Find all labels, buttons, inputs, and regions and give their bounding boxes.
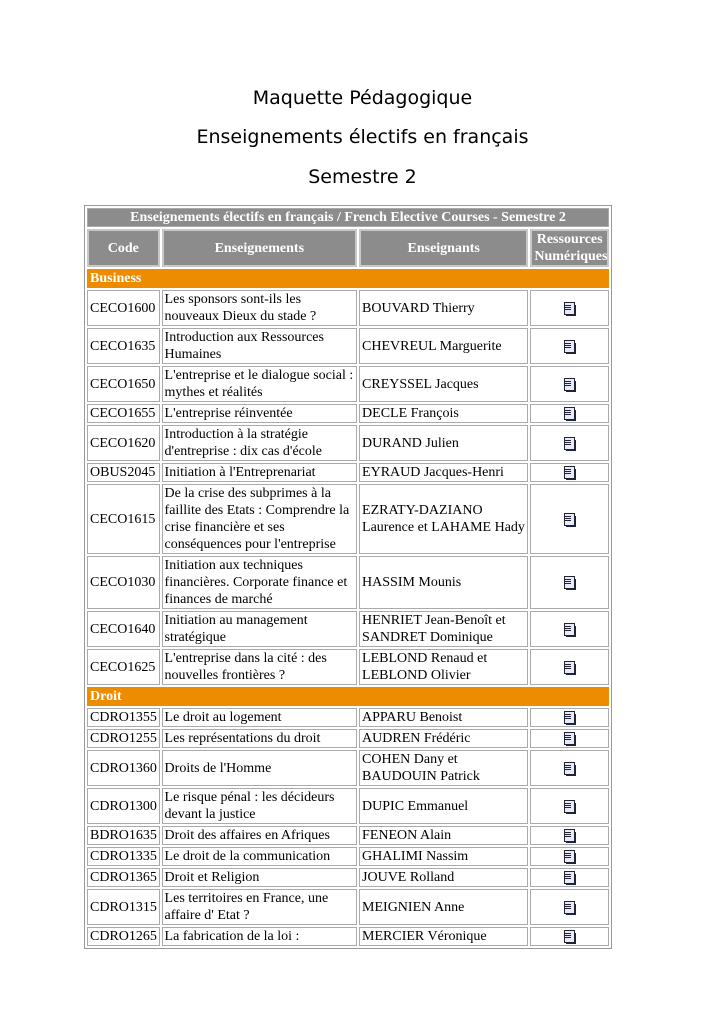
course-code: CECO1640 (87, 611, 160, 647)
table-row (87, 889, 609, 925)
table-row (87, 788, 609, 824)
table-row (87, 328, 609, 364)
table-row (87, 425, 609, 461)
course-title: Initiation à l'Entreprenariat (162, 463, 357, 482)
document-icon[interactable] (562, 799, 577, 814)
table-row (87, 484, 609, 554)
resource-cell (530, 328, 609, 364)
course-title: Le risque pénal : les décideurs devant la justice (162, 788, 357, 824)
document-icon[interactable] (562, 339, 577, 354)
document-icon[interactable] (562, 849, 577, 864)
document-icon[interactable] (562, 761, 577, 776)
course-teacher: EYRAUD Jacques-Henri (359, 463, 528, 482)
table-row (87, 750, 609, 786)
document-icon[interactable] (562, 465, 577, 480)
resource-cell (530, 927, 609, 946)
title-enseignements: Enseignements électifs en français (196, 126, 529, 148)
document-icon[interactable] (562, 660, 577, 675)
course-title: La fabrication de la loi : (162, 927, 357, 946)
course-teacher: CREYSSEL Jacques (359, 366, 528, 402)
resource-cell (530, 290, 609, 326)
resource-cell (530, 366, 609, 402)
resource-cell (530, 463, 609, 482)
course-code: CDRO1255 (87, 729, 160, 748)
document-icon[interactable] (562, 900, 577, 915)
resource-cell (530, 708, 609, 727)
resource-cell (530, 729, 609, 748)
table-header-row (87, 229, 609, 267)
course-code: CECO1625 (87, 649, 160, 685)
document-icon[interactable] (562, 575, 577, 590)
course-code: BDRO1635 (87, 826, 160, 845)
document-icon[interactable] (562, 710, 577, 725)
course-title: Droit et Religion (162, 868, 357, 887)
table-row (87, 366, 609, 402)
course-teacher: MEIGNIEN Anne (359, 889, 528, 925)
resource-cell (530, 556, 609, 609)
table-row (87, 847, 609, 866)
table-row (87, 927, 609, 946)
course-code: CDRO1335 (87, 847, 160, 866)
course-teacher: CHEVREUL Marguerite (359, 328, 528, 364)
course-title: Les territoires en France, une affaire d' Etat ? (162, 889, 357, 925)
resource-cell (530, 847, 609, 866)
course-teacher: HENRIET Jean-Benoît et SANDRET Dominique (359, 611, 528, 647)
section-label: Business (87, 269, 609, 288)
course-teacher: DURAND Julien (359, 425, 528, 461)
header-code: Code (87, 229, 160, 267)
header-ressources: Ressources Numériques (530, 229, 609, 267)
course-title: L'entreprise dans la cité : des nouvelles frontières ? (162, 649, 357, 685)
course-title: Les sponsors sont-ils les nouveaux Dieux du stade ? (162, 290, 357, 326)
document-icon[interactable] (562, 828, 577, 843)
resource-cell (530, 826, 609, 845)
document-icon[interactable] (562, 929, 577, 944)
section-label: Droit (87, 687, 609, 706)
course-teacher: FENEON Alain (359, 826, 528, 845)
table-row (87, 708, 609, 727)
course-teacher: DECLE François (359, 404, 528, 423)
course-teacher: EZRATY-DAZIANO Laurence et LAHAME Hady (359, 484, 528, 554)
document-icon[interactable] (562, 622, 577, 637)
resource-cell (530, 788, 609, 824)
resource-cell (530, 750, 609, 786)
course-title: Les représentations du droit (162, 729, 357, 748)
course-teacher: DUPIC Emmanuel (359, 788, 528, 824)
course-teacher: COHEN Dany et BAUDOUIN Patrick (359, 750, 528, 786)
document-icon[interactable] (562, 512, 577, 527)
course-code: CECO1655 (87, 404, 160, 423)
course-code: CECO1620 (87, 425, 160, 461)
table-caption: Enseignements électifs en français / French Elective Courses - Semestre 2 (87, 208, 609, 227)
table-row (87, 649, 609, 685)
document-icon[interactable] (562, 870, 577, 885)
title-maquette: Maquette Pédagogique (252, 87, 473, 109)
table-row (87, 463, 609, 482)
course-code: CECO1030 (87, 556, 160, 609)
resource-cell (530, 868, 609, 887)
course-title: Initiation aux techniques financières. Corporate finance et finances de marché (162, 556, 357, 609)
course-title: Droit des affaires en Afriques (162, 826, 357, 845)
course-code: OBUS2045 (87, 463, 160, 482)
course-code: CECO1635 (87, 328, 160, 364)
course-code: CDRO1360 (87, 750, 160, 786)
resource-cell (530, 484, 609, 554)
document-icon[interactable] (562, 406, 577, 421)
resource-cell (530, 889, 609, 925)
table-row (87, 404, 609, 423)
course-title: L'entreprise et le dialogue social : mythes et réalités (162, 366, 357, 402)
header-enseignements: Enseignements (162, 229, 357, 267)
course-code: CECO1600 (87, 290, 160, 326)
document-icon[interactable] (562, 436, 577, 451)
section-header-droit (87, 687, 609, 706)
table-row (87, 556, 609, 609)
course-teacher: BOUVARD Thierry (359, 290, 528, 326)
course-teacher: MERCIER Véronique (359, 927, 528, 946)
resource-cell (530, 611, 609, 647)
title-semestre: Semestre 2 (308, 166, 417, 188)
document-icon[interactable] (562, 377, 577, 392)
courses-table (84, 205, 612, 949)
course-title: Introduction aux Ressources Humaines (162, 328, 357, 364)
course-code: CDRO1265 (87, 927, 160, 946)
course-title: Droits de l'Homme (162, 750, 357, 786)
course-title: L'entreprise réinventée (162, 404, 357, 423)
course-title: Initiation au management stratégique (162, 611, 357, 647)
table-row (87, 868, 609, 887)
course-teacher: APPARU Benoist (359, 708, 528, 727)
course-title: Introduction à la stratégie d'entreprise : dix cas d'école (162, 425, 357, 461)
table-row (87, 826, 609, 845)
document-icon[interactable] (562, 731, 577, 746)
resource-cell (530, 404, 609, 423)
course-code: CECO1650 (87, 366, 160, 402)
course-teacher: GHALIMI Nassim (359, 847, 528, 866)
resource-cell (530, 649, 609, 685)
section-header-business (87, 269, 609, 288)
header-enseignants: Enseignants (359, 229, 528, 267)
course-code: CDRO1300 (87, 788, 160, 824)
course-teacher: AUDREN Frédéric (359, 729, 528, 748)
course-code: CDRO1365 (87, 868, 160, 887)
table-row (87, 290, 609, 326)
course-code: CDRO1315 (87, 889, 160, 925)
resource-cell (530, 425, 609, 461)
course-code: CECO1615 (87, 484, 160, 554)
course-title: Le droit au logement (162, 708, 357, 727)
course-teacher: HASSIM Mounis (359, 556, 528, 609)
course-teacher: LEBLOND Renaud et LEBLOND Olivier (359, 649, 528, 685)
table-row (87, 611, 609, 647)
course-teacher: JOUVE Rolland (359, 868, 528, 887)
document-icon[interactable] (562, 301, 577, 316)
course-code: CDRO1355 (87, 708, 160, 727)
course-title: Le droit de la communication (162, 847, 357, 866)
table-row (87, 729, 609, 748)
course-title: De la crise des subprimes à la faillite des Etats : Comprendre la crise financière et ses conséquences pour l'entreprise (162, 484, 357, 554)
